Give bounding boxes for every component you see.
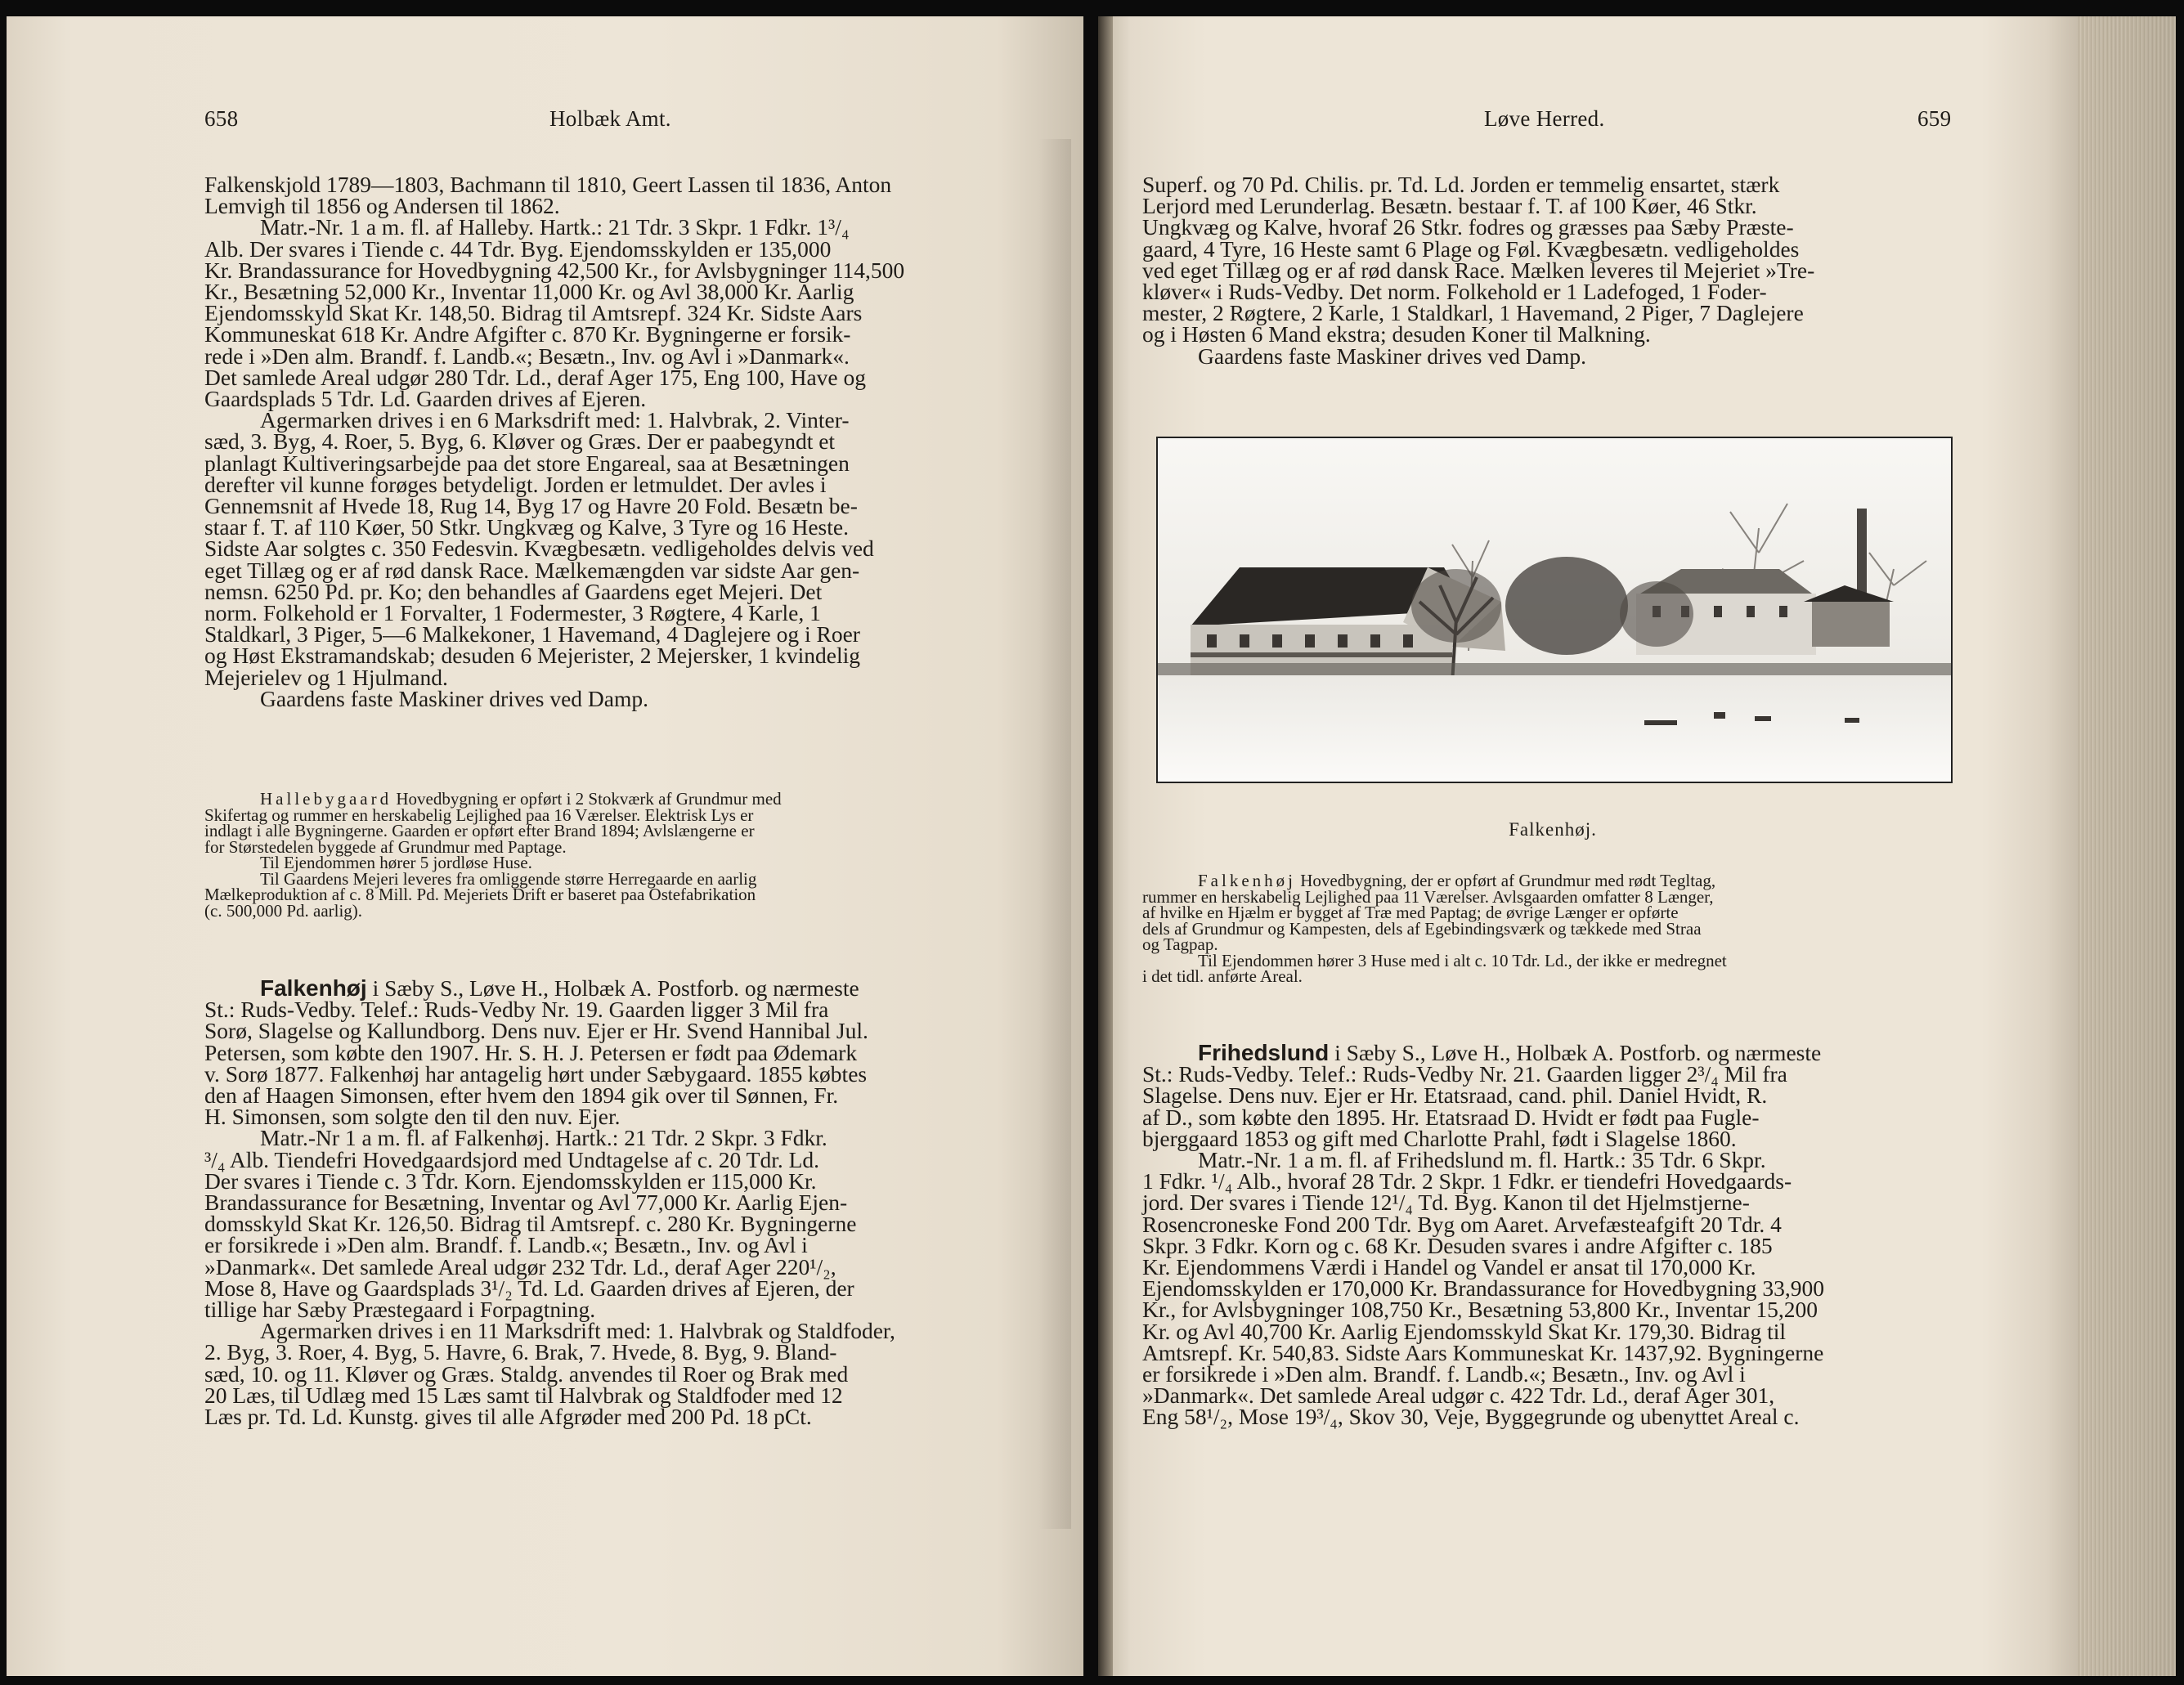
text-line: Eng 58¹/₂, Mose 19³/₄, Skov 30, Veje, Byggegrunde og ubenyttet Areal c. xyxy=(1142,1404,1800,1430)
right-entry-frihedslund xyxy=(1142,1042,1960,1428)
farm-photo-drawing xyxy=(1158,438,1951,782)
text-line: mester, 2 Røgtere, 2 Karle, 1 Staldkarl, 1 Havemand, 2 Piger, 7 Daglejere xyxy=(1142,300,1804,326)
right-page-number: 659 xyxy=(1917,106,1952,131)
text-line: i Sæby S., Løve H., Holbæk A. Postforb. og nærmeste xyxy=(1329,1040,1822,1065)
text-line: eget Tillæg og er af rød dansk Race. Mælkemængden var sidste Aar gen- xyxy=(204,557,860,583)
text-line: Rosencroneske Fond 200 Tdr. Byg om Aaret. Arvefæsteafgift 20 Tdr. 4 xyxy=(1142,1211,1782,1237)
left-running-head: Holbæk Amt. xyxy=(549,106,671,131)
text-line: bjerggaard 1853 og gift med Charlotte Prahl, født i Slagelse 1860. xyxy=(1142,1125,1737,1151)
text-line: Matr.-Nr. 1 a m. fl. af Frihedslund m. fl. Hartk.: 35 Tdr. 6 Skpr. xyxy=(1198,1147,1766,1173)
text-line: tillige har Sæby Præstegaard i Forpagtning. xyxy=(204,1297,596,1323)
text-line: Slagelse. Dens nuv. Ejer er Hr. Etatsraad, cand. phil. Daniel Hvidt, R. xyxy=(1142,1082,1768,1109)
left-entry-falkenhoj xyxy=(204,975,1016,1430)
text-line: i Sæby S., Løve H., Holbæk A. Postforb. og nærmeste xyxy=(366,975,859,1001)
text-line: »Danmark«. Det samlede Areal udgør 232 Tdr. Ld., deraf Ager 220¹/₂, xyxy=(204,1253,836,1279)
farm-photo xyxy=(1156,437,1953,783)
text-line: er forsikrede i »Den alm. Brandf. f. Landb.«; Besætn., Inv. og Avl i xyxy=(1142,1361,1746,1387)
note-line: dels af Grundmur og Kampesten, dels af Egebindingsværk og tækkede med Straa xyxy=(1142,918,1702,939)
note-line: Til Ejendommen hører 5 jordløse Huse. xyxy=(260,853,532,872)
text-line: H. Simonsen, som solgte den til den nuv. Ejer. xyxy=(204,1104,621,1130)
text-line: Kommuneskat 618 Kr. Andre Afgifter c. 870 Kr. Bygningerne er forsik- xyxy=(204,321,851,347)
right-top-text xyxy=(1142,174,1960,367)
note-spaced-name: Hallebygaard xyxy=(260,789,392,809)
text-line: ved eget Tillæg og er af rød dansk Race. Mælken leveres til Mejeriet »Tre- xyxy=(1142,257,1815,283)
text-line: ³/₄ Alb. Tiendefri Hovedgaardsjord med Undtagelse af c. 20 Tdr. Ld. xyxy=(204,1146,820,1172)
text-line: Ungkvæg og Kalve, hvoraf 26 Stkr. fodres og græsses paa Sæby Præste- xyxy=(1142,214,1794,240)
text-line: Der svares i Tiende c. 3 Tdr. Korn. Ejendomsskylden er 115,000 Kr. xyxy=(204,1167,817,1194)
text-line: rede i »Den alm. Brandf. f. Landb.«; Besætn., Inv. og Avl i »Danmark«. xyxy=(204,343,850,369)
text-line: Lemvigh til 1856 og Andersen til 1862. xyxy=(204,193,560,219)
text-line: staar f. T. af 110 Køer, 50 Stkr. Ungkvæg og Kalve, 3 Tyre og 16 Heste. xyxy=(204,514,849,540)
note-line: og Tagpap. xyxy=(1142,934,1218,954)
text-line: jord. Der svares i Tiende 12¹/₄ Td. Byg. Kanon til det Hjelmstjerne- xyxy=(1142,1190,1750,1216)
text-line: Matr.-Nr 1 a m. fl. af Falkenhøj. Hartk.: 21 Tdr. 2 Skpr. 3 Fdkr. xyxy=(260,1125,827,1151)
photo-caption: Falkenhøj. xyxy=(1509,819,1597,840)
text-line: Ejendomsskyld Skat Kr. 148,50. Bidrag til Amtsrepf. 324 Kr. Sidste Aars xyxy=(204,300,863,326)
note-line: indlagt i alle Bygningerne. Gaarden er opført efter Brand 1894; Avlslængerne er xyxy=(204,821,755,840)
text-line: Gennemsnit af Hvede 18, Rug 14, Byg 17 og Havre 20 Fold. Besætn be- xyxy=(204,493,858,519)
note-line: Til Gaardens Mejeri leveres fra omliggende større Herregaarde en aarlig xyxy=(260,868,757,889)
note-line: i det tidl. anførte Areal. xyxy=(1142,966,1303,986)
note-line: Mælkeproduktion af c. 8 Mill. Pd. Mejeriets Drift er baseret paa Ostefabrikation xyxy=(204,885,756,904)
right-small-note xyxy=(1142,873,1960,985)
text-line: Lerjord med Lerunderlag. Besætn. bestaar f. T. af 100 Køer, 46 Stkr. xyxy=(1142,193,1757,219)
text-line: norm. Folkehold er 1 Forvalter, 1 Fodermester, 3 Røgtere, 4 Karle, 1 xyxy=(204,600,821,626)
text-line: Staldkarl, 3 Piger, 5—6 Malkekoner, 1 Havemand, 4 Daglejere og i Roer xyxy=(204,621,860,648)
text-line: Alb. Der svares i Tiende c. 44 Tdr. Byg. Ejendomsskylden er 135,000 xyxy=(204,235,832,262)
text-line: Agermarken drives i en 6 Marksdrift med: 1. Halvbrak, 2. Vinter- xyxy=(260,407,850,433)
text-line: Gaardens faste Maskiner drives ved Damp. xyxy=(1198,343,1586,369)
text-line: Skpr. 3 Fdkr. Korn og c. 68 Kr. Desuden svares i andre Afgifter c. 185 xyxy=(1142,1232,1773,1258)
page-edges xyxy=(2078,16,2176,1676)
note-line: Hovedbygning, der er opført af Grundmur med rødt Tegltag, xyxy=(1296,871,1716,890)
text-line: Kr. Brandassurance for Hovedbygning 42,500 Kr., for Avlsbygninger 114,500 xyxy=(204,257,905,283)
text-line: Læs pr. Td. Ld. Kunstg. gives til alle Afgrøder med 200 Pd. 18 pCt. xyxy=(204,1404,812,1430)
text-line: og i Høsten 6 Mand ekstra; desuden Koner til Malkning. xyxy=(1142,321,1651,347)
text-line: Kr. og Avl 40,700 Kr. Aarlig Ejendomsskyld Skat Kr. 179,30. Bidrag til xyxy=(1142,1318,1787,1344)
entry-title: Frihedslund xyxy=(1198,1040,1330,1065)
text-line: Sidste Aar solgtes c. 350 Fedesvin. Kvægbesætn. vedligeholdes delvis ved xyxy=(204,536,874,562)
text-line: den af Haagen Simonsen, efter hvem den 1894 gik over til Sønnen, Fr. xyxy=(204,1082,839,1109)
text-line: sæd, 3. Byg, 4. Roer, 5. Byg, 6. Kløver og Græs. Der er paabegyndt et xyxy=(204,428,836,455)
text-line: Superf. og 70 Pd. Chilis. pr. Td. Ld. Jorden er temmelig ensartet, stærk xyxy=(1142,172,1780,197)
text-line: gaard, 4 Tyre, 16 Heste samt 6 Plage og Føl. Kvægbesætn. vedligeholdes xyxy=(1142,235,1800,262)
text-line: 20 Læs, til Udlæg med 15 Læs samt til Halvbrak og Staldfoder med 12 xyxy=(204,1382,843,1408)
entry-title: Falkenhøj xyxy=(260,975,367,1001)
text-line: Kr., for Avlsbygninger 108,750 Kr., Besætning 53,800 Kr., Inventar 15,200 xyxy=(1142,1297,1818,1323)
text-line: derefter vil kunne forøges betydeligt. Jorden er letmuldet. Der avles i xyxy=(204,471,827,497)
text-line: St.: Ruds-Vedby. Telef.: Ruds-Vedby Nr. 21. Gaarden ligger 2³/₄ Mil fra xyxy=(1142,1061,1787,1087)
text-line: planlagt Kultiveringsarbejde paa det store Engareal, saa at Besætningen xyxy=(204,450,850,476)
book-gutter xyxy=(1098,16,1113,1676)
note-line: Skifertag og rummer en herskabelig Lejlighed paa 16 Værelser. Elektrisk Lys er xyxy=(204,804,754,825)
text-line: Mejerielev og 1 Hjulmand. xyxy=(204,664,448,690)
text-line: af D., som købte den 1895. Hr. Etatsraad D. Hvidt er født paa Fugle- xyxy=(1142,1104,1760,1130)
text-line: 2. Byg, 3. Roer, 4. Byg, 5. Havre, 6. Brak, 7. Hvede, 8. Byg, 9. Bland- xyxy=(204,1339,837,1365)
note-line: af hvilke en Hjælm er bygget af Træ med Paptag; de øvrige Længer er opførte xyxy=(1142,903,1679,922)
text-line: »Danmark«. Det samlede Areal udgør c. 422 Tdr. Ld., deraf Ager 301, xyxy=(1142,1383,1775,1409)
text-line: Brandassurance for Besætning, Inventar og Avl 77,000 Kr. Aarlig Ejen- xyxy=(204,1190,848,1216)
text-line: Falkenskjold 1789—1803, Bachmann til 1810, Geert Lassen til 1836, Anton xyxy=(204,172,892,197)
text-line: Petersen, som købte den 1907. Hr. S. H. J. Petersen er født paa Ødemark xyxy=(204,1039,858,1065)
note-spaced-name: Falkenhøj xyxy=(1198,871,1296,890)
text-line: kløver« i Ruds-Vedby. Det norm. Folkehold er 1 Ladefoged, 1 Foder- xyxy=(1142,279,1767,305)
text-line: nemsn. 6250 Pd. pr. Ko; den behandles af Gaardens eget Mejeri. Det xyxy=(204,578,823,604)
right-running-head: Løve Herred. xyxy=(1484,106,1605,131)
note-line: (c. 500,000 Pd. aarlig). xyxy=(204,900,363,921)
text-line: Gaardens faste Maskiner drives ved Damp. xyxy=(260,685,648,711)
note-line: Til Ejendommen hører 3 Huse med i alt c. 10 Tdr. Ld., der ikke er medregnet xyxy=(1198,950,1727,970)
text-line: Det samlede Areal udgør 280 Tdr. Ld., deraf Ager 175, Eng 100, Have og xyxy=(204,364,867,390)
text-line: Matr.-Nr. 1 a m. fl. af Halleby. Hartk.: 21 Tdr. 3 Skpr. 1 Fdkr. 1³/₄ xyxy=(260,214,850,240)
note-line: Hovedbygning er opført i 2 Stokværk af Grundmur med xyxy=(392,789,782,809)
text-line: 1 Fdkr. ¹/₄ Alb., hvoraf 28 Tdr. 2 Skpr. 1 Fdkr. er tiendefri Hovedgaards- xyxy=(1142,1168,1792,1194)
text-line: Kr. Ejendommens Værdi i Handel og Vandel er ansat til 170,000 Kr. xyxy=(1142,1254,1756,1280)
text-line: Mose 8, Have og Gaardsplads 3¹/₂ Td. Ld. Gaarden drives af Ejeren, der xyxy=(204,1275,854,1301)
note-line: for Størstedelen byggede af Grundmur med Paptage. xyxy=(204,836,567,857)
text-line: sæd, 10. og 11. Kløver og Græs. Staldg. anvendes til Roer og Brak med xyxy=(204,1360,849,1387)
text-line: domsskyld Skat Kr. 126,50. Bidrag til Amtsrepf. c. 280 Kr. Bygningerne xyxy=(204,1211,857,1237)
page-shadow xyxy=(1038,139,1071,1529)
text-line: og Høst Ekstramandskab; desuden 6 Mejerister, 2 Mejersker, 1 kvindelig xyxy=(204,643,860,669)
left-page-number: 658 xyxy=(204,106,239,131)
text-line: Sorø, Slagelse og Kallundborg. Dens nuv. Ejer er Hr. Svend Hannibal Jul. xyxy=(204,1018,868,1044)
left-main-text xyxy=(204,174,1016,710)
text-line: Amtsrepf. Kr. 540,83. Sidste Aars Kommuneskat Kr. 1437,92. Bygningerne xyxy=(1142,1339,1824,1365)
text-line: St.: Ruds-Vedby. Telef.: Ruds-Vedby Nr. 19. Gaarden ligger 3 Mil fra xyxy=(204,997,829,1023)
text-line: v. Sorø 1877. Falkenhøj har antagelig hørt under Sæbygaard. 1855 købtes xyxy=(204,1060,868,1087)
text-line: Agermarken drives i en 11 Marksdrift med: 1. Halvbrak og Staldfoder, xyxy=(260,1318,895,1344)
left-small-note xyxy=(204,791,1016,919)
text-line: Ejendomsskylden er 170,000 Kr. Brandassurance for Hovedbygning 33,900 xyxy=(1142,1275,1825,1302)
text-line: er forsikrede i »Den alm. Brandf. f. Landb.«; Besætn., Inv. og Avl i xyxy=(204,1232,808,1258)
text-line: Kr., Besætning 52,000 Kr., Inventar 11,000 Kr. og Avl 38,000 Kr. Aarlig xyxy=(204,279,854,305)
note-line: rummer en herskabelig Lejlighed paa 11 Værelser. Avlsgaarden omfatter 8 Længer, xyxy=(1142,886,1714,907)
text-line: Gaardsplads 5 Tdr. Ld. Gaarden drives af Ejeren. xyxy=(204,386,647,412)
